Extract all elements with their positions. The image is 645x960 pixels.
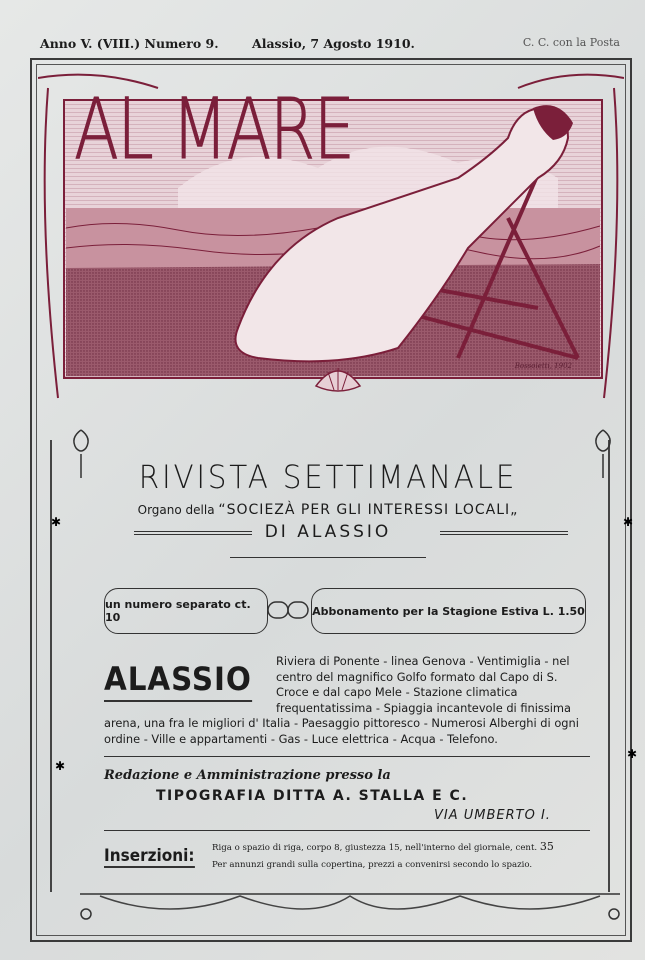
- alassio-heading: ALASSIO: [104, 660, 252, 702]
- insertions-line-2: Per annunzi grandi sulla copertina, prezzi a convenirsi secondo lo spazio.: [212, 860, 533, 870]
- insertions-price: 35: [539, 840, 554, 853]
- rosette-icon: [54, 758, 68, 772]
- printer-name: TIPOGRAFIA DITTA A. STALLA E C.: [156, 788, 469, 804]
- svg-text:✱: ✱: [51, 515, 62, 528]
- alassio-description-text: Riviera di Ponente - linea Genova - Ventimiglia - nel centro del magnifico Golfo formato dal Capo di S. Croce e dal capo Mele - Stazione climatica frequentatissima - Spiaggia incantevole di finissima arena, una fra le migliori d' Italia - Paesaggio pittoresco - Numerosi Alberghi di ogni ordine - Ville e appartamenti - Gas - Luce elettrica - Acqua - Telefono.: [104, 654, 579, 746]
- printer-address: VIA UMBERTO I.: [434, 808, 551, 823]
- di-alassio: DI ALASSIO: [264, 522, 392, 542]
- insertions-label: Inserzioni:: [104, 846, 195, 866]
- insertions-line-1: Riga o spazio di riga, corpo 8, giustezza 15, nell'interno del giornale, cent. 35: [212, 840, 554, 853]
- subscription-price: Abbonamento per la Stagione Estiva L. 1.50: [311, 588, 586, 634]
- header-line: [40, 36, 620, 54]
- svg-text:✱: ✱: [55, 759, 66, 772]
- single-copy-price: un numero separato ct. 10: [104, 588, 268, 634]
- insertions-text: [212, 838, 602, 874]
- redazione-line: Redazione e Amministrazione presso la: [104, 768, 391, 783]
- place-date: Alassio, 7 Agosto 1910.: [252, 36, 415, 51]
- magazine-subtitle: RIVISTA SETTIMANALE: [138, 458, 518, 496]
- organ-line: [50, 502, 606, 518]
- issue-number: Anno V. (VIII.) Numero 9.: [40, 36, 219, 51]
- bottom-garland-ornament: [80, 888, 620, 928]
- masthead-title: AL MARE: [74, 80, 354, 178]
- rule-center: [230, 557, 426, 558]
- postal-note: C. C. con la Posta: [522, 36, 620, 49]
- organ-prefix: Organo della: [137, 503, 215, 517]
- society-name: “SOCIEZÀ PER GLI INTERESSI LOCALI„: [218, 502, 519, 518]
- artist-signature: Bossoletti, 1902: [514, 362, 572, 370]
- rule-mid: [104, 756, 590, 757]
- svg-text:✱: ✱: [627, 747, 638, 760]
- svg-text:✱: ✱: [623, 515, 634, 528]
- chain-link-icon: [266, 598, 311, 622]
- rosette-icon: [622, 514, 636, 528]
- cover-illustration: [38, 68, 624, 418]
- rule-bottom: [104, 830, 590, 831]
- rosette-icon: [50, 514, 64, 528]
- ornament-right-icon: [590, 428, 616, 480]
- rosette-icon: [626, 746, 640, 760]
